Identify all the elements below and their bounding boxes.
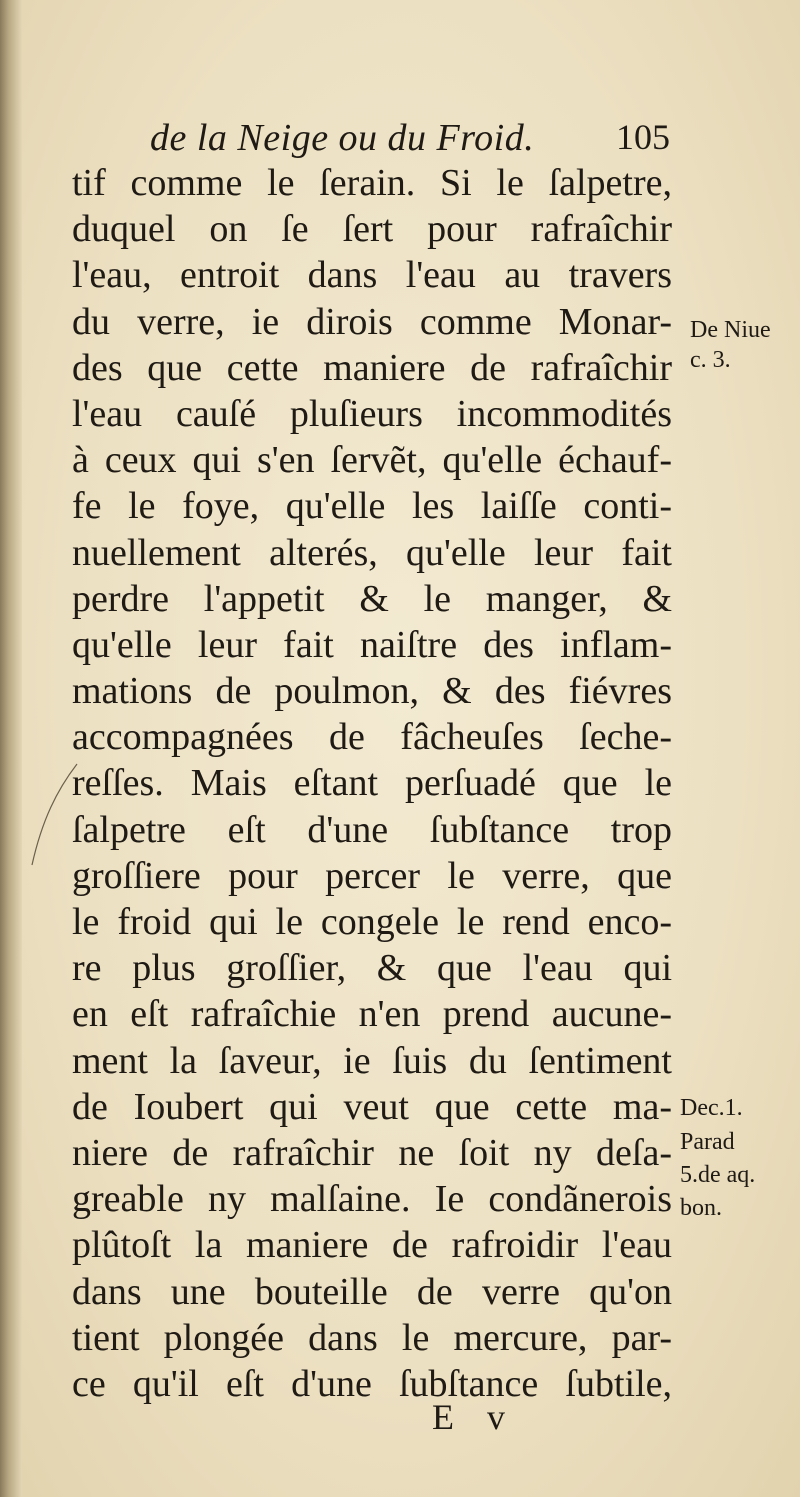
text-line: à ceux qui s'en ſervẽt, qu'elle échauf- — [72, 439, 672, 482]
text-line: des que cette maniere de rafraîchir — [72, 346, 672, 389]
text-line: tient plongée dans le mercure, par- — [72, 1316, 672, 1359]
text-line: greable ny malſaine. Ie condãnerois — [72, 1178, 672, 1221]
text-line: perdre l'appetit & le manger, & — [72, 577, 672, 620]
signature-mark: E v — [432, 1397, 517, 1437]
text-line: ce qu'il eſt d'une ſubſtance ſubtile, — [72, 1362, 672, 1405]
text-line: nuellement alterés, qu'elle leur fait — [72, 531, 672, 574]
text-line: ſalpetre eſt d'une ſubſtance trop — [72, 808, 672, 851]
text-line: qu'elle leur fait naiſtre des inflam- — [72, 623, 672, 666]
text-line: de Ioubert qui veut que cette ma- — [72, 1085, 672, 1128]
margin-note-bon: bon. — [680, 1195, 722, 1221]
running-title: de la Neige ou du Froid. — [150, 117, 535, 159]
text-line: en eſt rafraîchie n'en prend aucune- — [72, 993, 672, 1036]
text-line: ment la ſaveur, ie ſuis du ſentiment — [72, 1039, 672, 1082]
text-line: l'eau cauſé pluſieurs incommodités — [72, 392, 672, 435]
body-text — [72, 160, 672, 1407]
text-line: reſſes. Mais eſtant perſuadé que le — [72, 762, 672, 805]
text-line: le froid qui le congele le rend enco- — [72, 901, 672, 943]
text-line: duquel on ſe ſert pour rafraîchir — [72, 208, 672, 251]
text-line: fe le foye, qu'elle les laiſſe conti- — [72, 485, 672, 528]
text-line: l'eau, entroit dans l'eau au travers — [72, 254, 672, 297]
text-line: tif comme le ſerain. Si le ſalpetre, — [72, 162, 672, 204]
pencil-mark — [22, 760, 82, 870]
margin-note-de-niue: De Niue — [690, 317, 771, 343]
text-line: plûtoſt la maniere de rafroidir l'eau — [72, 1224, 672, 1267]
margin-note-chapter: c. 3. — [690, 347, 731, 373]
page-number: 105 — [616, 117, 670, 157]
text-line: du verre, ie dirois comme Monar- — [72, 300, 672, 343]
margin-note-dec: Dec.1. — [680, 1095, 743, 1121]
text-line: re plus groſſier, & que l'eau qui — [72, 947, 672, 990]
text-line: niere de rafraîchir ne ſoit ny deſa- — [72, 1131, 672, 1174]
text-line: accompagnées de fâcheuſes ſeche- — [72, 716, 672, 759]
page-binding-edge — [0, 0, 22, 1497]
margin-note-parad: Parad — [680, 1129, 735, 1155]
text-line: mations de poulmon, & des fiévres — [72, 670, 672, 713]
text-line: dans une bouteille de verre qu'on — [72, 1270, 672, 1313]
margin-note-de-aq: 5.de aq. — [680, 1162, 756, 1188]
text-line: groſſiere pour percer le verre, que — [72, 854, 672, 897]
